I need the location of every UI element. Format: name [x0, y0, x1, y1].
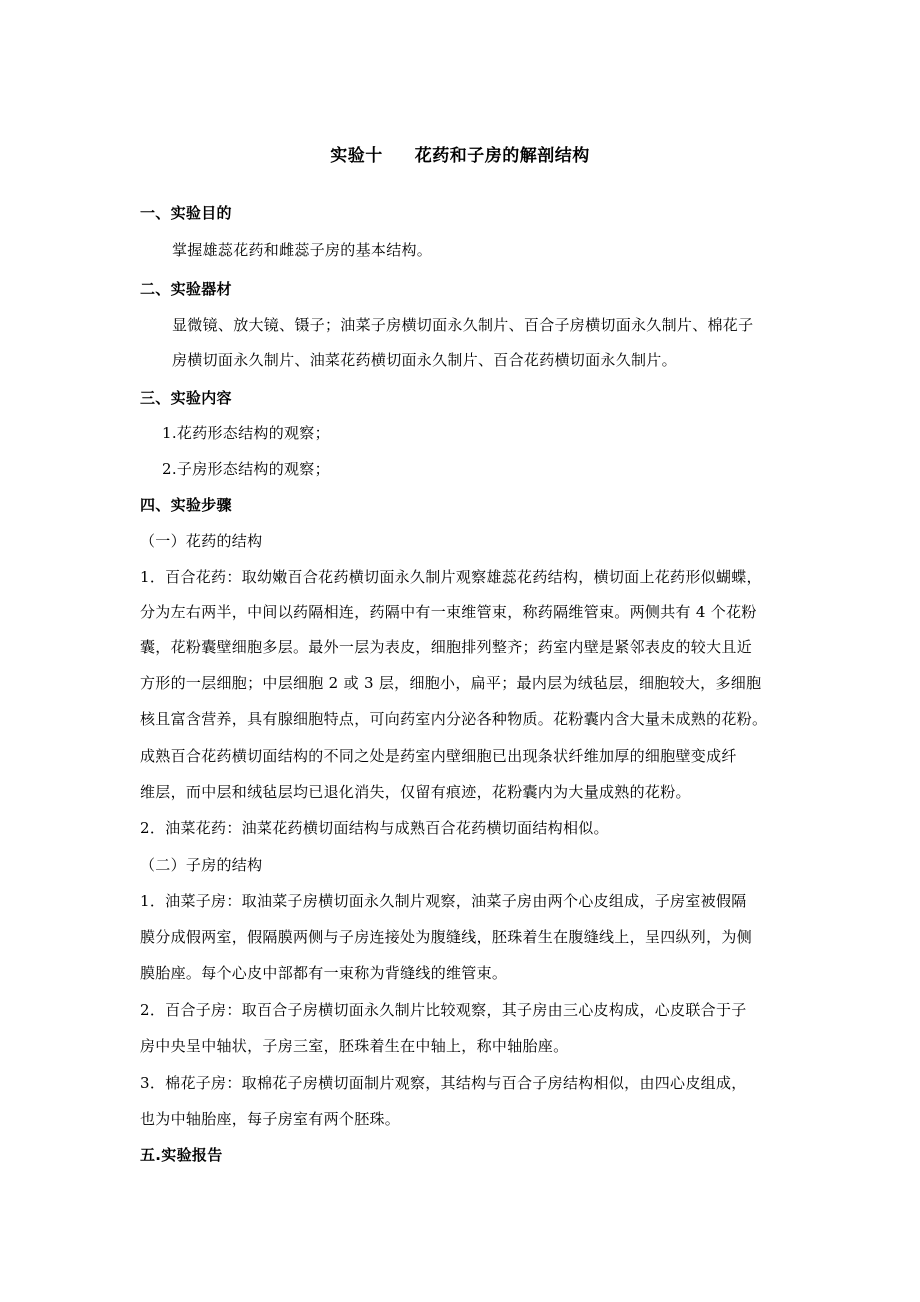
lily-anther-line-5: 核且富含营养，具有腺细胞特点，可向药室内分泌各种物质。花粉囊内含大量未成熟的花粉。 [140, 710, 768, 728]
materials-text-line-1: 显微镜、放大镜、镊子；油菜子房横切面永久制片、百合子房横切面永久制片、棉花子 [172, 316, 754, 334]
rape-ovary-line-3: 膜胎座。每个心皮中部都有一束称为背缝线的维管束。 [140, 964, 508, 982]
section-heading-content: 三、实验内容 [140, 389, 232, 407]
title-name: 花药和子房的解剖结构 [414, 146, 590, 166]
cotton-ovary-line-1: 3．棉花子房：取棉花子房横切面制片观察，其结构与百合子房结构相似，由四心皮组成， [140, 1074, 747, 1092]
lily-ovary-line-1: 2．百合子房：取百合子房横切面永久制片比较观察，其子房由三心皮构成，心皮联合于子 [140, 1001, 747, 1019]
lily-anther-line-4: 方形的一层细胞；中层细胞 2 或 3 层，细胞小，扁平；最内层为绒毡层，细胞较大，多细胞 [140, 674, 762, 692]
section-heading-steps: 四、实验步骤 [140, 496, 232, 514]
lily-ovary-line-2: 房中央呈中轴状，子房三室，胚珠着生在中轴上，称中轴胎座。 [140, 1037, 569, 1055]
subsection-ovary-structure: （二）子房的结构 [140, 856, 263, 874]
section-heading-report: 五.实验报告 [140, 1146, 223, 1164]
page-title [0, 145, 920, 167]
materials-text-line-2: 房横切面永久制片、油菜花药横切面永久制片、百合花药横切面永久制片。 [172, 351, 677, 369]
rape-anther-text: 2．油菜花药：油菜花药横切面结构与成熟百合花药横切面结构相似。 [140, 819, 609, 837]
section-heading-materials: 二、实验器材 [140, 280, 232, 298]
lily-anther-line-7: 维层，而中层和绒毡层均已退化消失，仅留有痕迹，花粉囊内为大量成熟的花粉。 [140, 783, 691, 801]
cotton-ovary-line-2: 也为中轴胎座，每子房室有两个胚珠。 [140, 1110, 401, 1128]
section-heading-purpose: 一、实验目的 [140, 204, 232, 222]
lily-anther-line-2: 分为左右两半，中间以药隔相连，药隔中有一束维管束，称药隔维管束。两侧共有 4 个花粉 [140, 603, 757, 621]
lily-anther-line-6: 成熟百合花药横切面结构的不同之处是药室内壁细胞已出现条状纤维加厚的细胞壁变成纤 [140, 747, 737, 765]
content-item-2: 2.子房形态结构的观察； [162, 460, 330, 478]
rape-ovary-line-1: 1．油菜子房：取油菜子房横切面永久制片观察，油菜子房由两个心皮组成，子房室被假隔 [140, 892, 747, 910]
lily-anther-line-3: 囊，花粉囊壁细胞多层。最外一层为表皮，细胞排列整齐；药室内壁是紧邻表皮的较大且近 [140, 638, 753, 656]
subsection-anther-structure: （一）花药的结构 [140, 532, 263, 550]
rape-ovary-line-2: 膜分成假两室，假隔膜两侧与子房连接处为腹缝线，胚珠着生在腹缝线上，呈四纵列，为侧 [140, 928, 753, 946]
title-number: 实验十 [330, 146, 383, 166]
lily-anther-line-1: 1．百合花药：取幼嫩百合花药横切面永久制片观察雄蕊花药结构，横切面上花药形似蝴蝶， [140, 568, 762, 586]
purpose-text: 掌握雄蕊花药和雌蕊子房的基本结构。 [172, 241, 433, 259]
content-item-1: 1.花药形态结构的观察； [162, 424, 330, 442]
